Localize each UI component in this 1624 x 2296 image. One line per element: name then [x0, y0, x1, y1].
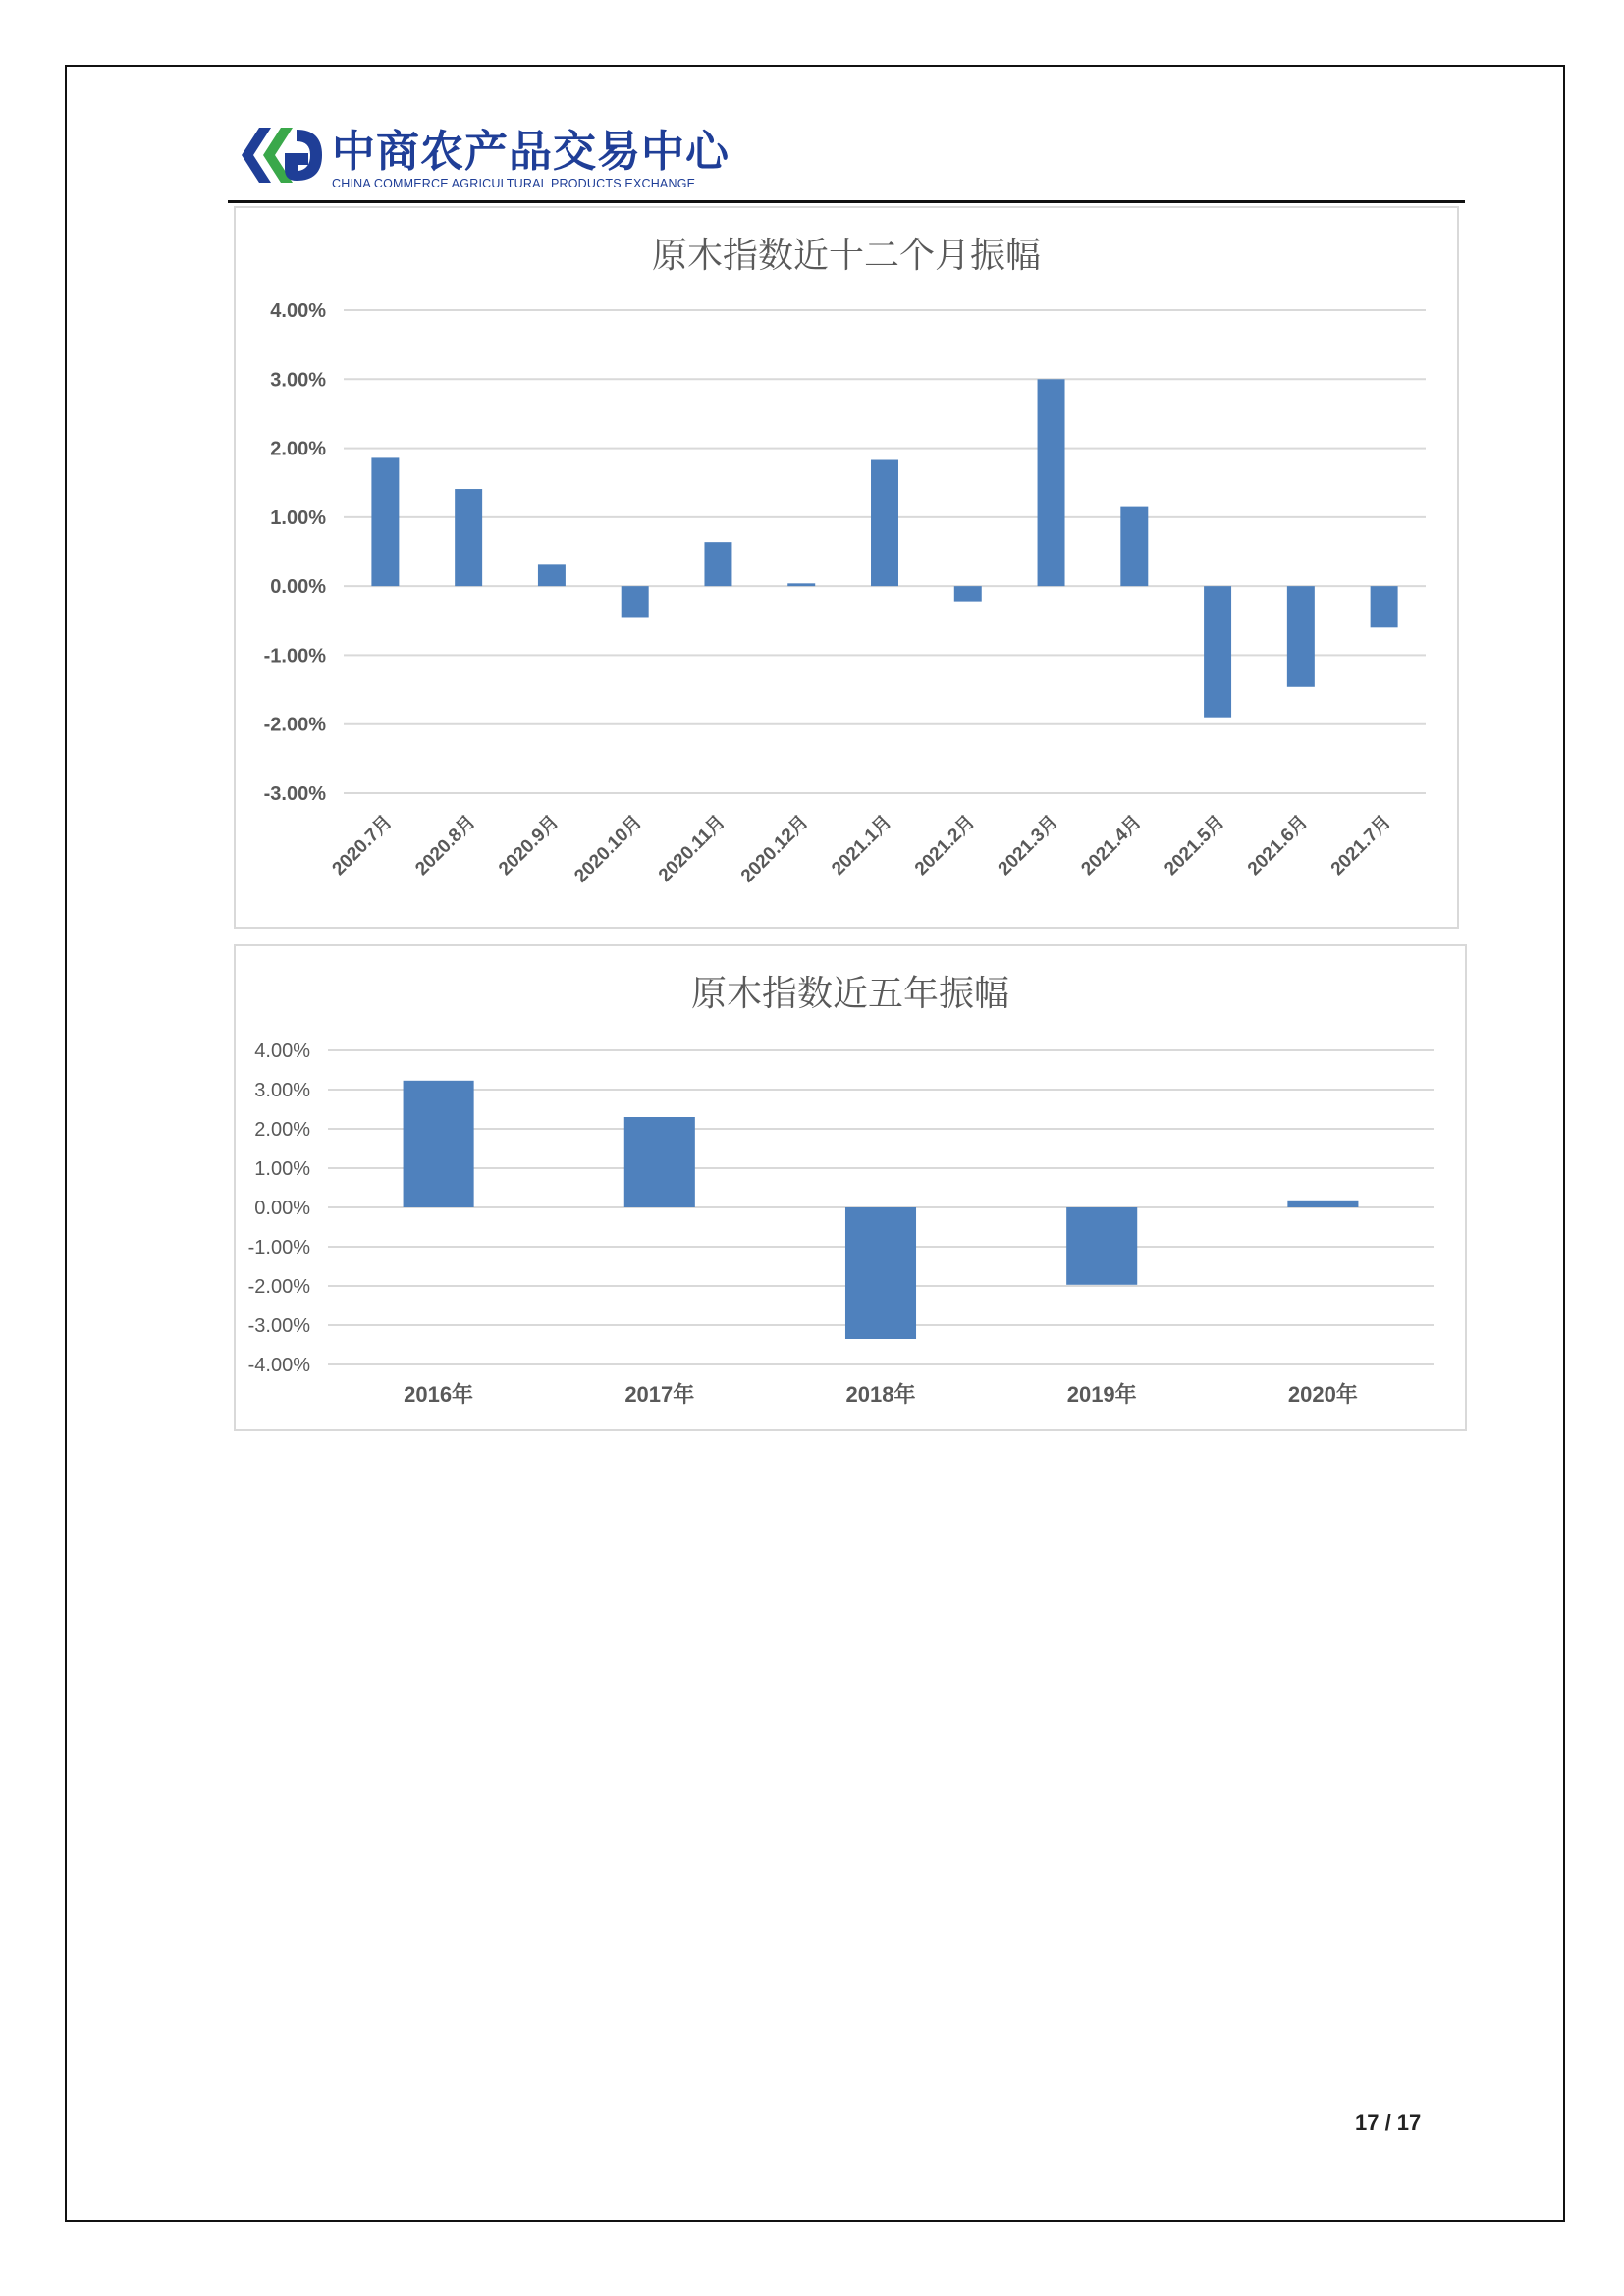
- y-tick-label: 1.00%: [270, 507, 326, 529]
- x-tick-label: 2021.5月: [1161, 811, 1229, 881]
- x-tick-label: 2020.9月: [495, 811, 564, 881]
- bar: [1204, 586, 1231, 718]
- y-tick-label: -3.00%: [263, 783, 326, 805]
- bar: [871, 460, 898, 587]
- x-tick-label: 2020.11月: [654, 811, 730, 886]
- twelve-month-amplitude-chart: [234, 206, 1459, 929]
- x-tick-label: 2021.7月: [1326, 811, 1396, 881]
- bar: [404, 1081, 474, 1207]
- chart-title: 原木指数近十二个月振幅: [651, 236, 1041, 276]
- logo-chinese-name: 中商农产品交易中心: [332, 127, 730, 177]
- exchange-logo-icon: [238, 120, 326, 190]
- bar: [622, 586, 649, 617]
- chart-title: 原木指数近五年振幅: [690, 974, 1009, 1014]
- five-year-amplitude-chart: [234, 944, 1467, 1431]
- bar: [1287, 1201, 1358, 1207]
- x-tick-label: 2021.3月: [994, 811, 1063, 881]
- y-tick-label: 3.00%: [270, 369, 326, 392]
- bar: [845, 1207, 916, 1339]
- x-tick-label: 2020年: [1287, 1382, 1358, 1407]
- y-tick-label: -2.00%: [247, 1276, 310, 1298]
- bar: [624, 1117, 695, 1207]
- x-tick-label: 2021.6月: [1243, 811, 1313, 881]
- chart-plot-area: [236, 208, 1457, 927]
- bar: [371, 457, 399, 586]
- bar: [1066, 1207, 1137, 1285]
- page-header: [228, 116, 1465, 203]
- y-tick-label: 4.00%: [254, 1041, 310, 1062]
- y-tick-label: 3.00%: [254, 1080, 310, 1101]
- y-tick-label: -1.00%: [263, 645, 326, 667]
- logo-english-name: CHINA COMMERCE AGRICULTURAL PRODUCTS EXCHANGE: [332, 177, 696, 190]
- x-tick-label: 2020.10月: [570, 811, 647, 887]
- x-tick-label: 2017年: [624, 1382, 695, 1407]
- y-tick-label: 0.00%: [270, 576, 326, 599]
- bar: [1287, 586, 1315, 687]
- y-tick-label: -2.00%: [263, 714, 326, 736]
- bar: [787, 583, 815, 586]
- chart-plot-area: [236, 946, 1465, 1429]
- x-tick-label: 2016年: [404, 1382, 474, 1407]
- y-tick-label: -4.00%: [247, 1355, 310, 1376]
- bar: [704, 542, 731, 586]
- x-tick-label: 2020.8月: [411, 811, 480, 881]
- bar: [1038, 379, 1065, 586]
- y-tick-label: -3.00%: [247, 1315, 310, 1337]
- x-tick-label: 2018年: [845, 1382, 916, 1407]
- bar: [954, 586, 982, 601]
- x-tick-label: 2020.12月: [736, 811, 813, 887]
- x-tick-label: 2021.4月: [1077, 811, 1146, 881]
- bar: [1371, 586, 1398, 627]
- y-tick-label: 1.00%: [254, 1158, 310, 1180]
- x-tick-label: 2021.1月: [828, 811, 896, 881]
- x-tick-label: 2020.7月: [328, 811, 397, 881]
- bar: [455, 489, 482, 586]
- page-number: 17 / 17: [1355, 2110, 1422, 2135]
- bar: [538, 564, 566, 586]
- y-tick-label: 2.00%: [270, 438, 326, 460]
- y-tick-label: 0.00%: [254, 1198, 310, 1219]
- y-tick-label: -1.00%: [247, 1237, 310, 1258]
- x-tick-label: 2021.2月: [910, 811, 980, 881]
- y-tick-label: 4.00%: [270, 300, 326, 322]
- bar: [1120, 507, 1148, 587]
- x-tick-label: 2019年: [1066, 1382, 1137, 1407]
- y-tick-label: 2.00%: [254, 1119, 310, 1141]
